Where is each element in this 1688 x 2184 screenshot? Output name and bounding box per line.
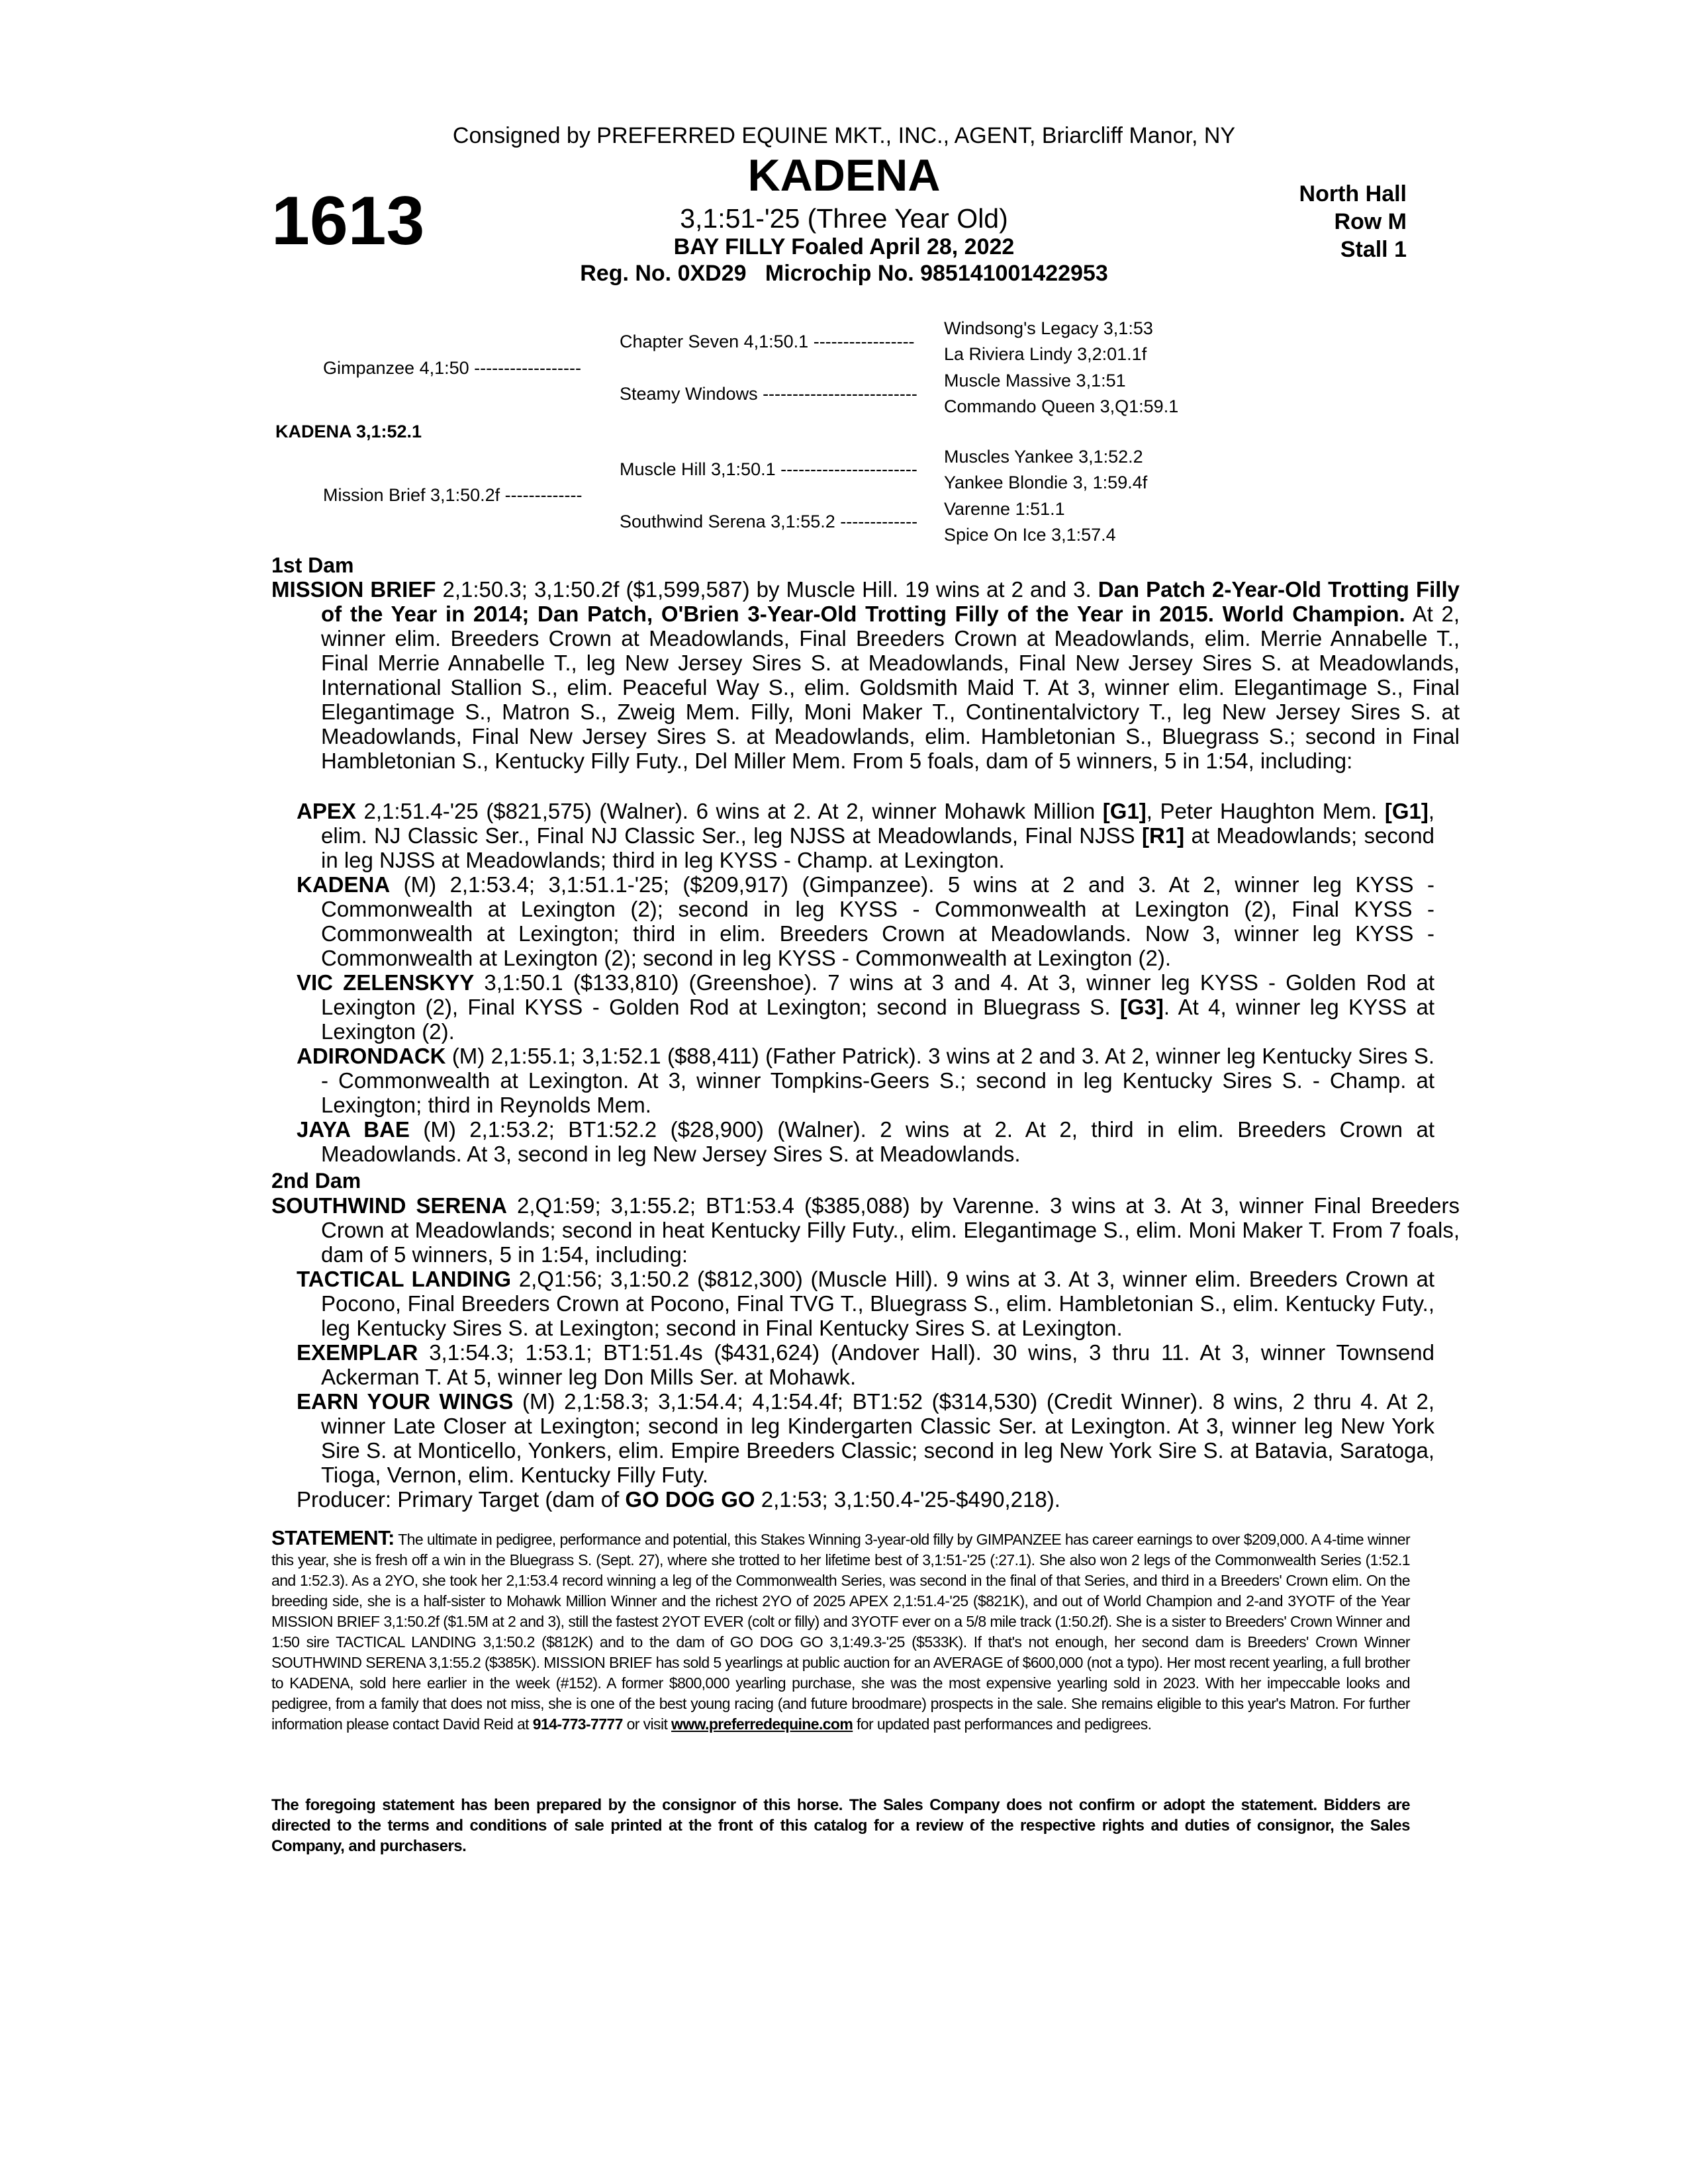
producer-text: Producer: Primary Target (dam of bbox=[297, 1487, 626, 1512]
foal-text: (M) 2,1:53.4; 3,1:51.1-'25; ($209,917) (Gimpanzee). 5 wins at 2 and 3. At 2, winner leg KYSS - Commonwealth at Lexington (2); second in leg KYSS - Commonwealth at Lexington (2), Final KYSS - Commonwealth at Lexington; third in elim. Breeders Crown at Meadowlands. Now 3, winner leg KYSS - Commonwealth at Lexington (2); second in leg KYSS - Commonwealth at Lexington (2). bbox=[321, 872, 1434, 970]
foal-name: TACTICAL LANDING bbox=[297, 1267, 511, 1291]
location-stall: Stall 1 bbox=[1340, 237, 1407, 262]
foal-entry bbox=[297, 1267, 1434, 1340]
first-dam-name: MISSION BRIEF bbox=[271, 577, 436, 602]
foal-text: (M) 2,1:53.2; BT1:52.2 ($28,900) (Walner). 2 wins at 2. At 2, third in elim. Breeders Crown at Meadowlands. At 3, second in leg New Jersey Sires S. at Meadowlands. bbox=[321, 1117, 1434, 1166]
foal-entry bbox=[297, 1389, 1434, 1487]
pedigree-subject: KADENA 3,1:52.1 bbox=[275, 422, 422, 441]
grade-badge: [G1] bbox=[1384, 799, 1429, 823]
foal-name: KADENA bbox=[297, 872, 391, 897]
pedigree-g3-7: Varenne 1:51.1 bbox=[944, 499, 1065, 519]
consignor-statement bbox=[271, 1527, 1410, 1735]
foal-name: JAYA BAE bbox=[297, 1117, 410, 1142]
first-dam-text-2: At 2, winner elim. Breeders Crown at Meadowlands, Final Breeders Crown at Meadowlands, elim. Merrie Annabelle T., Final Merrie Annabelle T., leg New Jersey Sires S. at Meadowlands, Final New Jersey Sires S. at Meadowlands, International Stallion S., elim. Peaceful Way S., elim. Goldsmith Maid T. At 3, winner elim. Elegantimage S., Final Elegantimage S., Matron S., Zweig Mem. Filly, Moni Maker T., Continentalvictory T., leg New Jersey Sires S. at Meadowlands, Final New Jersey Sires S. at Meadowlands, elim. Hambletonian S., Bluegrass S.; second in Final Hambletonian S., Kentucky Filly Futy., Del Miller Mem. From 5 foals, dam of 5 winners, 5 in 1:54, including: bbox=[321, 602, 1460, 773]
statement-text: The ultimate in pedigree, performance and potential, this Stakes Winning 3-year-old filly by GIMPANZEE has career earnings to over $209,000. A 4-time winner this year, she is fresh off a win in the Bluegrass S. (Sept. 27), where she trotted to her lifetime best of 3,1:51-'25 (:27.1). She also won 2 legs of the Commonwealth Series (1:52.1 and 1:52.3). As a 2YO, she took her 2,1:53.4 record winning a leg of the Commonwealth Series, was second in the final of that Series, and third in a Breeders' Crown elim. On the breeding side, she is a half-sister to Mohawk Million Winner and the richest 2YO of 2025 APEX 2,1:51.4-'25 ($821K), and out of World Champion and 2-and 3YOTF of the Year MISSION BRIEF 3,1:50.2f ($1.5M at 2 and 3), still the fastest 2YOT EVER (colt or filly) and 3YOTF ever on a 5/8 mile track (1:50.2f). She is a sister to Breeders' Crown Winner and 1:50 sire TACTICAL LANDING 3,1:50.2 ($812K) and to the dam of GO DOG GO 3,1:49.3-'25 ($533K). If that's not enough, her second dam is Breeders' Crown Winner SOUTHWIND SERENA 3,1:55.2 ($385K). MISSION BRIEF has sold 5 yearlings at public auction for an AVERAGE of $600,000 (not a typo). Her most recent yearling, a full brother to KADENA, sold here earlier in the week (#152). A former $800,000 yearling purchase, she was the most expensive yearling sold in 2023. With her impeccable looks and pedigree, from a family that does not miss, she is one of the best young racing (and future broodmare) prospects in the sale. She remains eligible to this year's Matron. For further information please contact David Reid at bbox=[271, 1531, 1410, 1733]
foal-name: VIC ZELENSKYY bbox=[297, 970, 475, 995]
hip-number: 1613 bbox=[271, 183, 425, 259]
foal-entry bbox=[297, 1340, 1434, 1389]
second-dam-name: SOUTHWIND SERENA bbox=[271, 1193, 508, 1218]
pedigree-g3-8: Spice On Ice 3,1:57.4 bbox=[944, 525, 1116, 545]
foal-text: , elim. NJ Classic Ser., Final NJ Classic Ser., leg NJSS at Meadowlands, Final NJSS bbox=[321, 799, 1434, 848]
foal-text: (M) 2,1:58.3; 3,1:54.4; 4,1:54.4f; BT1:52 ($314,530) (Credit Winner). 8 wins, 2 thru 4. At 2, winner Late Closer at Lexington; second in leg Kindergarten Classic Ser. at Lexington. At 3, winner leg New York Sire S. at Monticello, Yonkers, elim. Empire Breeders Classic; second in leg New York Sire S. at Batavia, Saratoga, Tioga, Vernon, elim. Kentucky Filly Futy. bbox=[321, 1389, 1434, 1487]
foal-name: ADIRONDACK bbox=[297, 1044, 446, 1068]
foal-entry bbox=[297, 970, 1434, 1044]
foal-text: 2,Q1:56; 3,1:50.2 ($812,300) (Muscle Hill). 9 wins at 3. At 3, winner elim. Breeders Crown at Pocono, Final Breeders Crown at Pocono, Final TVG T., Bluegrass S., elim. Hambletonian S., elim. Kentucky Futy., leg Kentucky Sires S. at Lexington; second in Final Kentucky Sires S. at Lexington. bbox=[321, 1267, 1434, 1340]
grade-badge: [G3] bbox=[1119, 995, 1164, 1019]
foal-name: EARN YOUR WINGS bbox=[297, 1389, 514, 1414]
disclaimer: The foregoing statement has been prepared by the consignor of this horse. The Sales Company does not confirm or adopt the statement. Bidders are directed to the terms and conditions of sale printed at the front of this catalog for a review of the respective rights and duties of consignor, the Sales Company, and purchasers. bbox=[271, 1796, 1410, 1855]
foal-text: , Peter Haughton Mem. bbox=[1146, 799, 1385, 823]
foaled-line: BAY FILLY Foaled April 28, 2022 bbox=[673, 234, 1015, 259]
grade-badge: [R1] bbox=[1142, 823, 1185, 848]
foal-text: (M) 2,1:55.1; 3,1:52.1 ($88,411) (Father Patrick). 3 wins at 2 and 3. At 2, winner leg Kentucky Sires S. - Commonwealth at Lexington. At 3, winner Tompkins-Geers S.; second in leg Kentucky Sires S. - Champ. at Lexington; third in Reynolds Mem. bbox=[321, 1044, 1434, 1117]
second-dam-text: 2,Q1:59; 3,1:55.2; BT1:53.4 ($385,088) by Varenne. 3 wins at 3. At 3, winner Final Breeders Crown at Meadowlands; second in heat Kentucky Filly Futy., elim. Elegantimage S., elim. Moni Maker T. From 7 foals, dam of 5 winners, 5 in 1:54, including: bbox=[321, 1193, 1460, 1267]
producer-text: 2,1:53; 3,1:50.4-'25-$490,218). bbox=[755, 1487, 1060, 1512]
pedigree-g3-1: Windsong's Legacy 3,1:53 bbox=[944, 318, 1153, 338]
second-dam-paragraph bbox=[271, 1193, 1460, 1267]
statement-text: for updated past performances and pedigrees. bbox=[853, 1715, 1152, 1733]
foal-entry bbox=[297, 799, 1434, 872]
foal-text: 3,1:50.1 ($133,810) (Greenshoe). 7 wins at 3 and 4. At 3, winner leg KYSS - Golden Rod at Lexington (2), Final KYSS - Golden Rod at Lexington; second in Bluegrass S. bbox=[321, 970, 1434, 1019]
foal-text: 2,1:51.4-'25 ($821,575) (Walner). 6 wins at 2. At 2, winner Mohawk Million bbox=[355, 799, 1103, 823]
pedigree-dam-dam: Southwind Serena 3,1:55.2 ------------- bbox=[620, 512, 918, 531]
pedigree-dam-sire: Muscle Hill 3,1:50.1 ----------------------- bbox=[620, 459, 917, 479]
statement-text: or visit bbox=[622, 1715, 672, 1733]
foal-text: . At 4, winner leg KYSS at Lexington (2). bbox=[321, 995, 1435, 1044]
first-dam-text: 2,1:50.3; 3,1:50.2f ($1,599,587) by Muscle Hill. 19 wins at 2 and 3. bbox=[436, 577, 1098, 602]
pedigree-g3-6: Yankee Blondie 3, 1:59.4f bbox=[944, 473, 1148, 492]
pedigree-g3-5: Muscles Yankee 3,1:52.2 bbox=[944, 447, 1143, 467]
producer-line bbox=[297, 1487, 1434, 1512]
pedigree-g3-4: Commando Queen 3,Q1:59.1 bbox=[944, 396, 1179, 416]
registration-line: Reg. No. 0XD29 Microchip No. 985141001422953 bbox=[580, 261, 1108, 286]
foal-name: EXEMPLAR bbox=[297, 1340, 418, 1365]
website-link[interactable]: www.preferredequine.com bbox=[671, 1715, 853, 1733]
first-dam-honors: Dan Patch 2-Year-Old Trotting Filly of the Year in 2014; Dan Patch, O'Brien 3-Year-Old Trotting Filly of the Year in 2015. World Champion. bbox=[321, 577, 1460, 626]
contact-phone: 914-773-7777 bbox=[532, 1715, 623, 1733]
horse-name: KADENA bbox=[747, 150, 941, 201]
race-record: 3,1:51-'25 (Three Year Old) bbox=[680, 203, 1008, 234]
first-dam-heading: 1st Dam bbox=[271, 553, 354, 577]
pedigree-g3-2: La Riviera Lindy 3,2:01.1f bbox=[944, 344, 1147, 364]
foal-text: 3,1:54.3; 1:53.1; BT1:51.4s ($431,624) (Andover Hall). 30 wins, 3 thru 11. At 3, winner Townsend Ackerman T. At 5, winner leg Don Mills Ser. at Mohawk. bbox=[321, 1340, 1434, 1389]
first-dam-paragraph bbox=[271, 577, 1460, 773]
foal-text: at Meadowlands; second in leg NJSS at Meadowlands; third in leg KYSS - Champ. at Lexington. bbox=[321, 823, 1434, 872]
location-row: Row M bbox=[1334, 209, 1407, 234]
pedigree-dam: Mission Brief 3,1:50.2f ------------- bbox=[323, 485, 583, 505]
foal-entry bbox=[297, 1117, 1434, 1166]
second-dam-heading: 2nd Dam bbox=[271, 1169, 361, 1193]
producer-highlight: GO DOG GO bbox=[625, 1487, 755, 1512]
foal-entry bbox=[297, 872, 1434, 970]
pedigree-sire-sire: Chapter Seven 4,1:50.1 ----------------- bbox=[620, 332, 915, 351]
grade-badge: [G1] bbox=[1102, 799, 1147, 823]
pedigree-g3-3: Muscle Massive 3,1:51 bbox=[944, 371, 1126, 390]
foal-entry bbox=[297, 1044, 1434, 1117]
statement-label: STATEMENT: bbox=[271, 1526, 395, 1549]
stall-location bbox=[1299, 180, 1407, 263]
pedigree-sire-dam: Steamy Windows -------------------------- bbox=[620, 384, 917, 404]
foal-name: APEX bbox=[297, 799, 356, 823]
pedigree-sire: Gimpanzee 4,1:50 ------------------ bbox=[323, 358, 581, 378]
consignor-line: Consigned by PREFERRED EQUINE MKT., INC., AGENT, Briarcliff Manor, NY bbox=[452, 123, 1236, 148]
location-hall: North Hall bbox=[1299, 181, 1407, 206]
